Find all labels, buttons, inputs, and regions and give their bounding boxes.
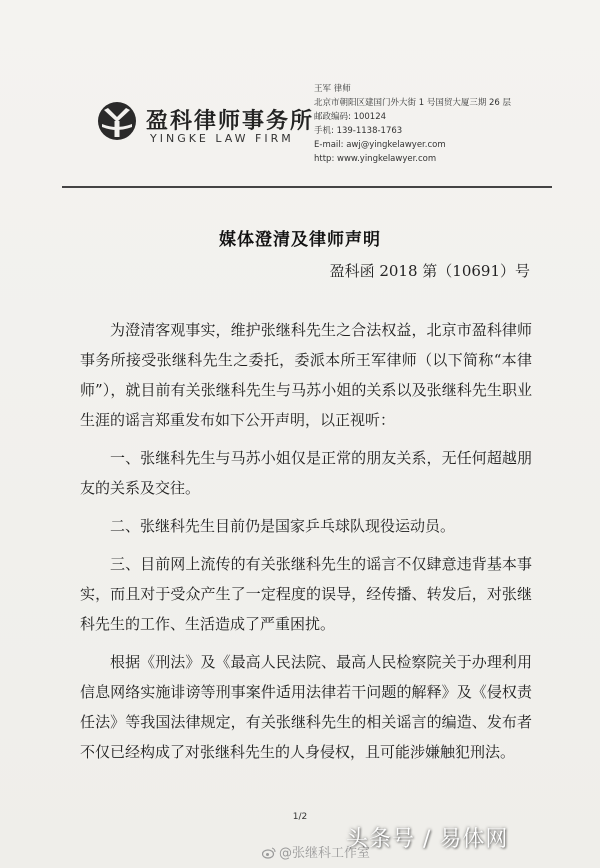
firm-address: 北京市朝阳区建国门外大街 1 号国贸大厦三期 26 层 [314, 98, 512, 108]
yingke-logo-icon [96, 100, 138, 142]
lawyer-name: 王军 律师 [314, 84, 351, 94]
contact-block [314, 82, 554, 166]
email: E-mail: awj@yingkelawyer.com [314, 140, 446, 150]
weibo-icon [262, 847, 276, 859]
paragraph-legal-basis: 根据《刑法》及《最高人民法院、最高人民检察院关于办理利用信息网络实施诽谤等刑事案件适用法律若干问题的解释》及《侵权责任法》等我国法律规定，有关张继科先生的相关谣言的编造、发布者不仅已经构成了对张继科先生的人身侵权，且可能涉嫌触犯刑法。 [80, 653, 532, 761]
reference-number: 盈科函 2018 第（10691）号 [329, 262, 530, 280]
letterhead-divider [62, 186, 552, 188]
paragraph-point-2: 二、张继科先生目前仍是国家乒乓球队现役运动员。 [110, 517, 456, 535]
watermark-text: @张继科工作室 [279, 846, 371, 861]
statement-body [80, 315, 532, 775]
paragraph-point-3: 三、目前网上流传的有关张继科先生的谣言不仅肆意违背基本事实，而且对于受众产生了一定程度的误导，经传播、转发后，对张继科先生的工作、生活造成了严重困扰。 [80, 555, 532, 633]
firm-name-cn: 盈科律师事务所 [146, 109, 315, 134]
source-caption: 头条号 / 易体网 [346, 827, 509, 852]
paragraph-intro: 为澄清客观事实，维护张继科先生之合法权益，北京市盈科律师事务所接受张继科先生之委托，委派本所王军律师（以下简称“本律师”），就目前有关张继科先生与马苏小姐的关系以及张继科先生职业生涯的谣言郑重发布如下公开声明，以正视听： [80, 321, 532, 429]
page-number: 1/2 [292, 812, 308, 822]
document-title: 媒体澄清及律师声明 [219, 230, 381, 250]
website: http: www.yingkelawyer.com [314, 154, 437, 164]
postcode: 邮政编码: 100124 [314, 112, 387, 122]
firm-name-en: YINGKE LAW FIRM [150, 132, 294, 145]
mobile: 手机: 139-1138-1763 [314, 126, 403, 136]
paragraph-point-1: 一、张继科先生与马苏小姐仅是正常的朋友关系，无任何超越朋友的关系及交往。 [80, 449, 532, 497]
